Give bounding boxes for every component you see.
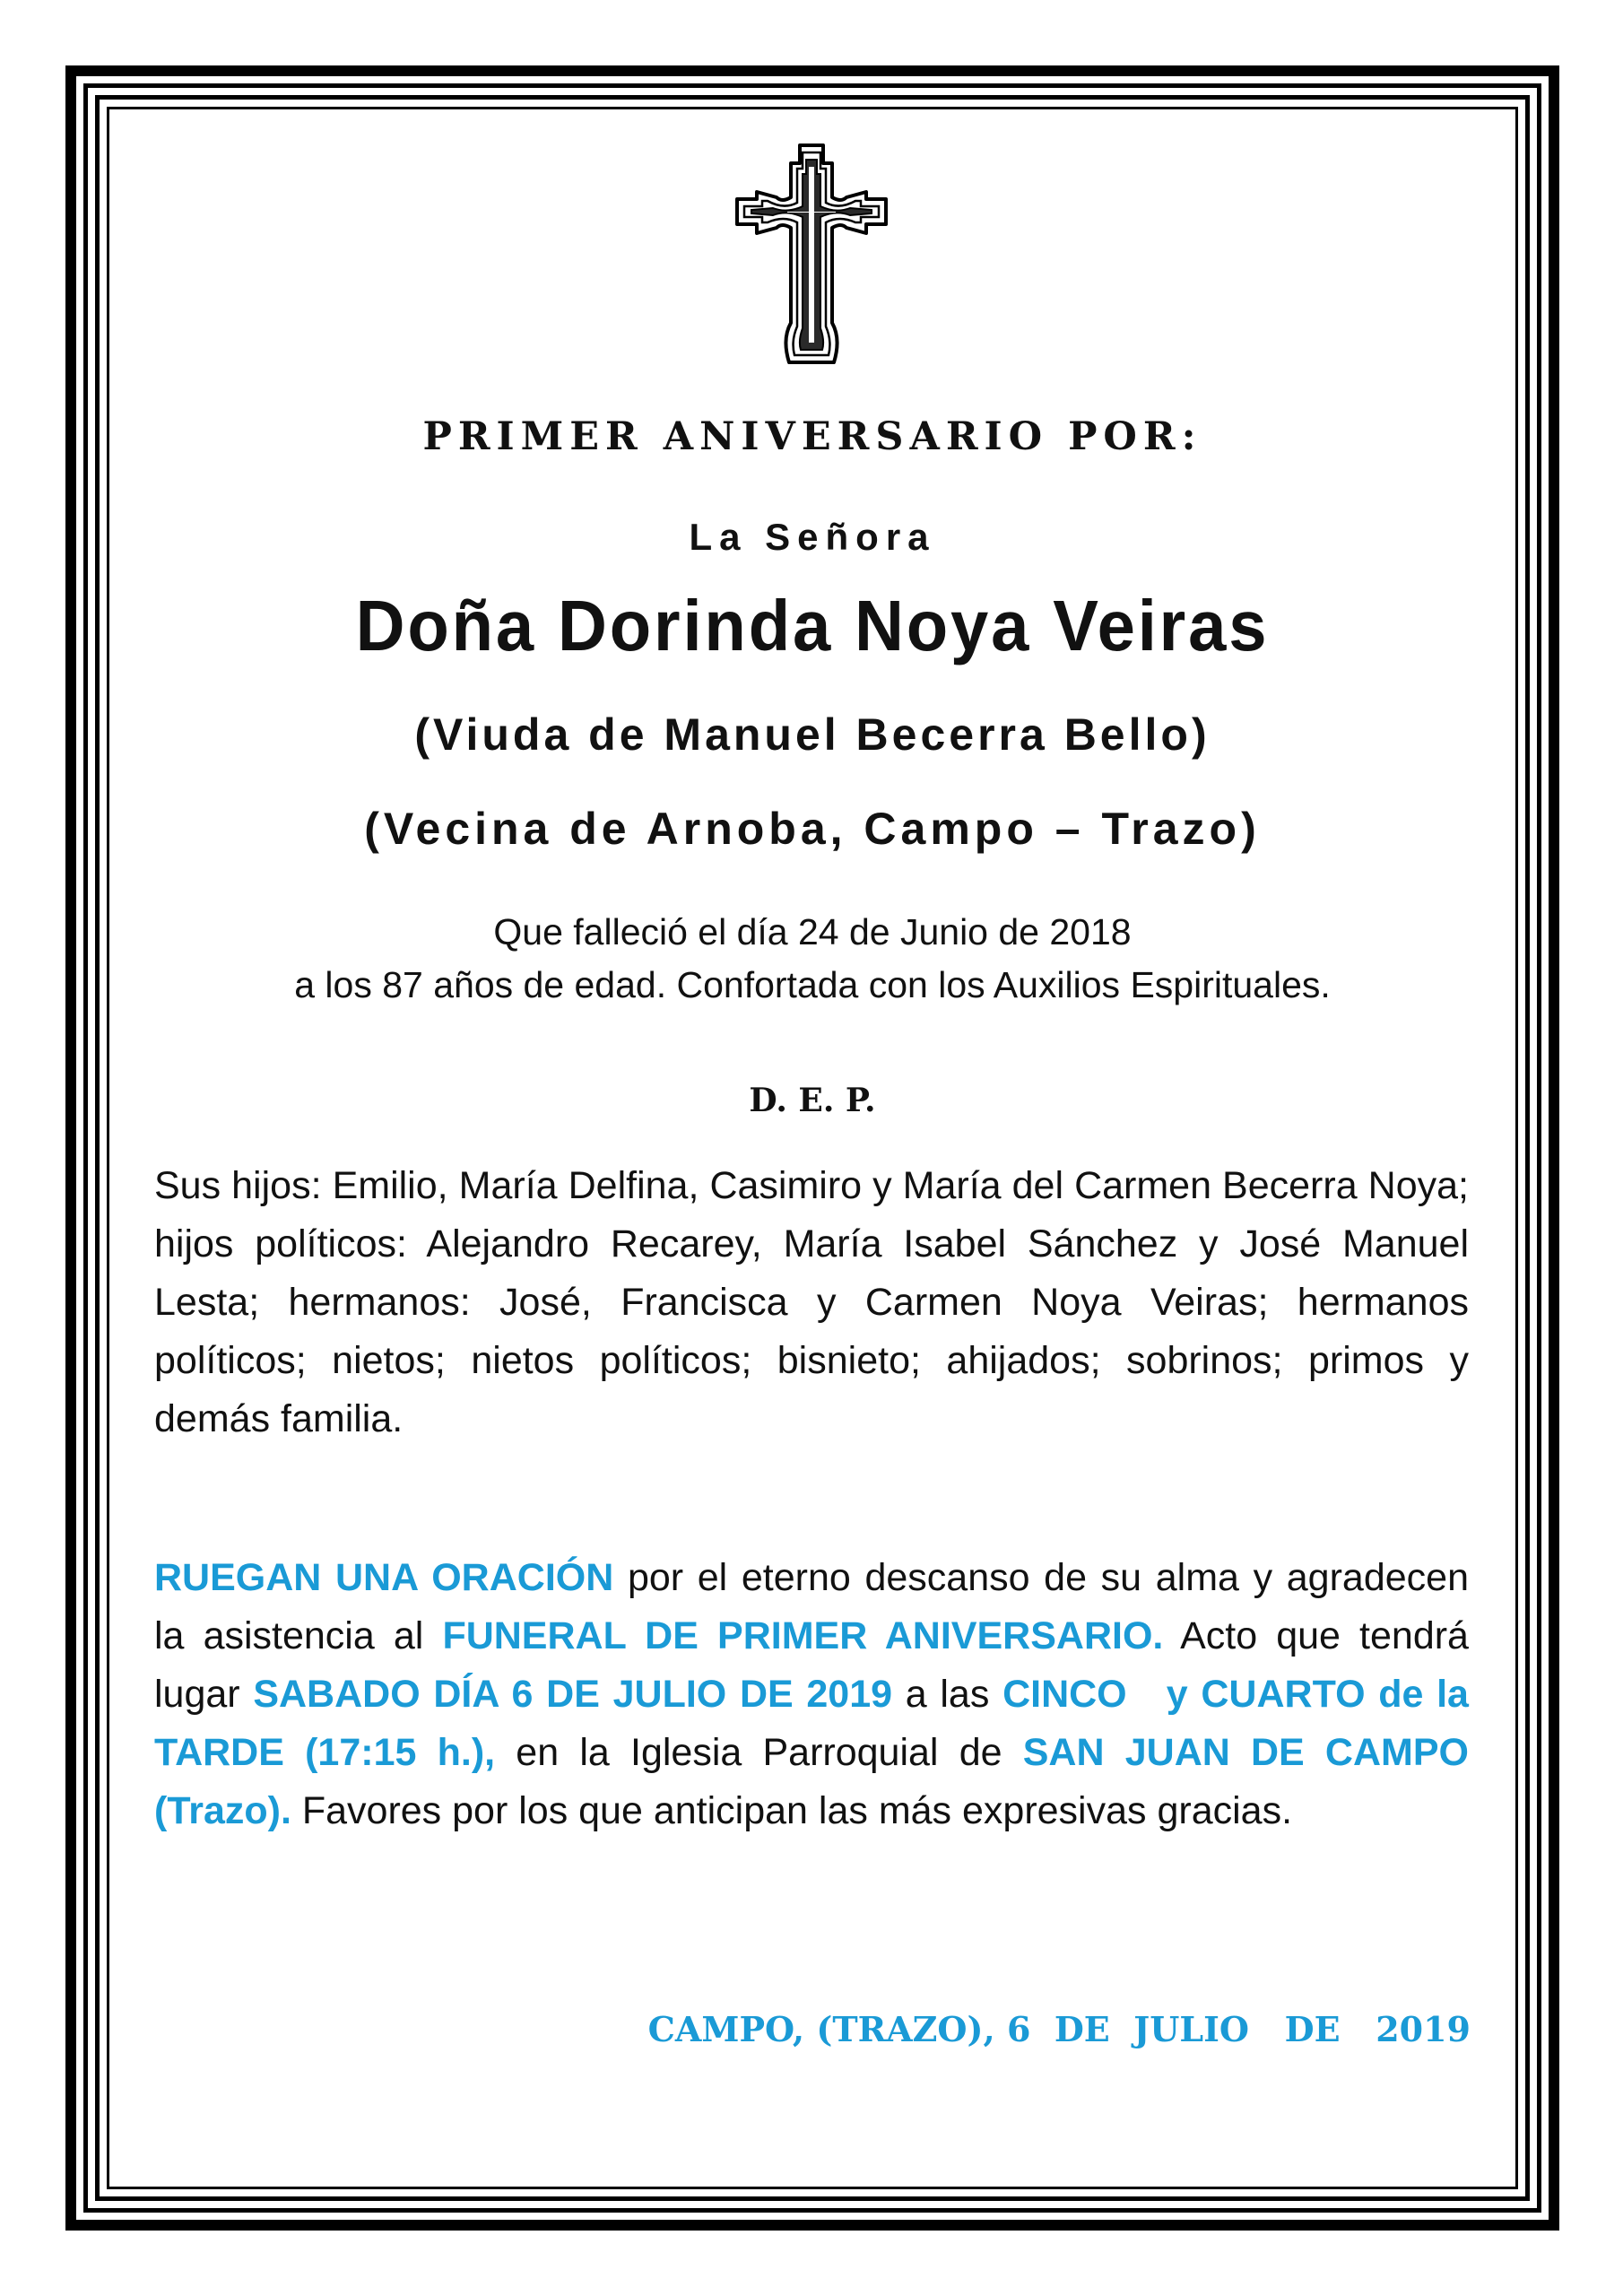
time-highlight: CINCO y CUARTO de la TARDE (17:15 h.), bbox=[154, 1673, 1480, 1774]
residence-line: (Vecina de Arnoba, Campo – Trazo) bbox=[364, 804, 1261, 854]
funeral-highlight: FUNERAL DE PRIMER ANIVERSARIO. bbox=[442, 1614, 1164, 1657]
age-line: a los 87 años de edad. Confortada con los Auxilios Espirituales. bbox=[294, 964, 1331, 1005]
mourning-border-inner-2 bbox=[95, 95, 1530, 2201]
request-highlight: RUEGAN UNA ORACIÓN bbox=[154, 1556, 614, 1599]
death-date-line: Que falleció el día 24 de Junio de 2018 bbox=[493, 911, 1132, 952]
request-paragraph bbox=[154, 1549, 1480, 1840]
cross-icon bbox=[735, 144, 888, 368]
mourning-border-inner-1 bbox=[83, 83, 1541, 2213]
widow-line: (Viuda de Manuel Becerra Bello) bbox=[414, 709, 1211, 760]
request-text: a las bbox=[892, 1673, 1003, 1716]
request-text: Acto que tendrá lugar bbox=[154, 1614, 1469, 1716]
date-highlight: SABADO DÍA 6 DE JULIO DE 2019 bbox=[253, 1673, 893, 1716]
family-paragraph: Sus hijos: Emilio, María Delfina, Casimiro y María del Carmen Becerra Noya; hijos políticos: Alejandro Recarey, María Isabel Sánchez y José Manuel Lesta; hermanos: José, Francisca y Carmen Noya Veiras; hermanos políticos; nietos; nietos políticos; bisnieto; ahijados; sobrinos; primos y demás familia. bbox=[154, 1164, 1469, 1440]
request-text: Favores por los que anticipan las más expresivas gracias. bbox=[291, 1789, 1293, 1832]
dep-line: D. E. P. bbox=[749, 1082, 876, 1119]
request-text: en la Iglesia Parroquial de bbox=[495, 1731, 1023, 1774]
church-highlight: SAN JUAN DE CAMPO (Trazo). bbox=[154, 1731, 1469, 1832]
heading: PRIMER ANIVERSARIO POR: bbox=[422, 414, 1202, 459]
honorific: La Señora bbox=[689, 516, 936, 558]
request-text: por el eterno descanso de su alma y agradecen la asistencia al bbox=[154, 1556, 1469, 1657]
signoff-place-date: CAMPO, (TRAZO), 6 DE JULIO DE 2019 bbox=[647, 2009, 1471, 2049]
deceased-name: Doña Dorinda Noya Veiras bbox=[355, 586, 1270, 665]
mourning-border bbox=[65, 65, 1559, 2231]
